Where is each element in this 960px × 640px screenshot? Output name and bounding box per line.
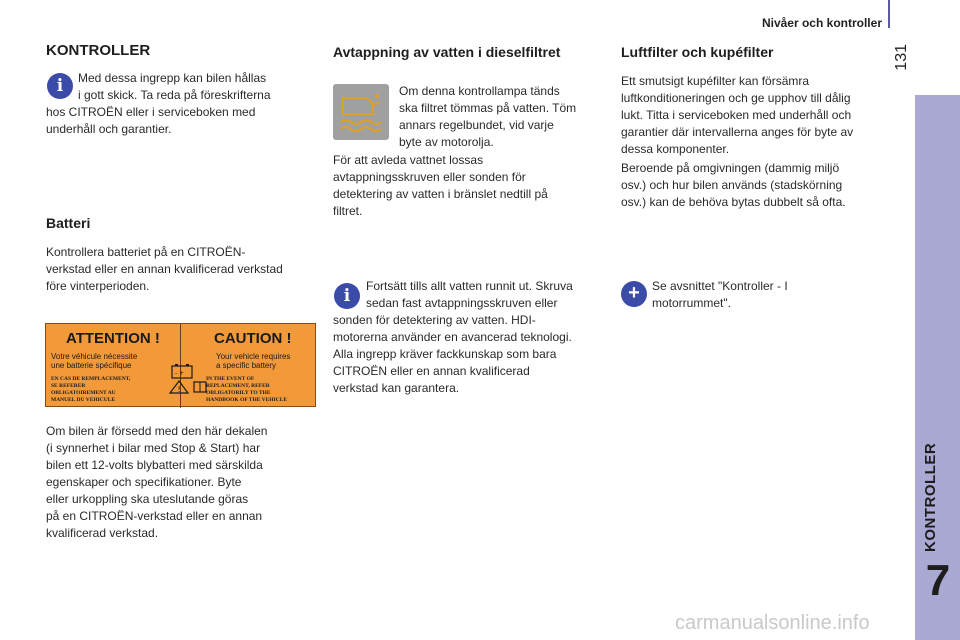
section-title-kontroller: KONTROLLER bbox=[46, 42, 151, 59]
battery-warning-label bbox=[45, 323, 316, 407]
info-icon: i bbox=[47, 73, 73, 99]
label-text-line: egenskaper och specifikationer. Byte bbox=[46, 475, 242, 489]
info-icon: i bbox=[334, 283, 360, 309]
air-filter-text-line: garantier där intervallerna anges för byte av bbox=[621, 125, 854, 139]
battery-text-line: före vinterperioden. bbox=[46, 279, 150, 293]
sticker-en-small: HANDBOOK OF THE VEHICLE bbox=[206, 397, 288, 403]
drain-text-line: avtappningsskruven eller sonden för bbox=[333, 170, 526, 184]
sticker-en-small: IN THE EVENT OF bbox=[206, 376, 255, 382]
chapter-number: 7 bbox=[925, 556, 951, 605]
air-filter-title: Luftfilter och kupéfilter bbox=[621, 44, 774, 60]
air-filter-text-line: Ett smutsigt kupéfilter kan försämra bbox=[621, 74, 810, 88]
svg-text:- +: - + bbox=[175, 370, 185, 377]
intro-line: hos CITROËN eller i serviceboken med bbox=[46, 105, 256, 119]
note-text-line: verkstad kan garantera. bbox=[333, 381, 460, 395]
see-also-line: motorrummet". bbox=[652, 296, 731, 310]
sticker-fr-small: MANUEL DU VEHICULE bbox=[51, 397, 116, 403]
lamp-text-line: byte av motorolja. bbox=[399, 135, 494, 149]
sticker-en-sub: Your vehicle requires bbox=[216, 352, 291, 361]
air-filter-text-line: dessa komponenter. bbox=[621, 142, 730, 156]
battery-text-line: verkstad eller en annan kvalificerad verkstad bbox=[46, 262, 283, 276]
note-text-line: Alla ingrepp kräver fackkunskap som bara bbox=[333, 347, 557, 361]
label-text-line: bilen ett 12-volts blybatteri med särskilda bbox=[46, 458, 263, 472]
warning-triangle-icon bbox=[170, 381, 188, 394]
svg-text:!: ! bbox=[177, 385, 181, 394]
sticker-fr-small: EN CAS DE REMPLACEMENT, bbox=[51, 376, 131, 382]
sticker-fr-small: SE REFERER bbox=[51, 383, 86, 389]
label-text-line: kvalificerad verkstad. bbox=[46, 526, 159, 540]
air-filter-text-line: Beroende på omgivningen (dammig miljö bbox=[621, 161, 840, 175]
lamp-text-line: annars regelbundet, vid varje bbox=[399, 118, 554, 132]
sticker-en-sub: a specific battery bbox=[216, 361, 277, 370]
air-filter-text-line: lukt. Titta i serviceboken med underhåll och bbox=[621, 108, 852, 122]
sticker-fr-sub: Votre véhicule nécessite bbox=[51, 352, 138, 361]
sticker-en-small: OBLIGATORILY TO THE bbox=[206, 390, 271, 396]
air-filter-text-line: osv.) och hur bilen används (stadskörning bbox=[621, 178, 843, 192]
sticker-fr-sub: une batterie spécifique bbox=[51, 361, 132, 370]
sticker-symbols bbox=[164, 364, 224, 394]
water-in-fuel-symbol bbox=[333, 84, 389, 140]
manual-book-icon bbox=[194, 382, 206, 392]
note-text-line: Fortsätt tills allt vatten runnit ut. Skruva bbox=[366, 279, 573, 293]
air-filter-text-line: osv.) kan de behöva bytas dubbelt så ofta. bbox=[621, 195, 846, 209]
drain-text-line: detektering av vatten i bränslet nedtill på bbox=[333, 187, 548, 201]
sticker-fr-small: OBLIGATOIREMENT AU bbox=[51, 390, 116, 396]
note-text-line: sonden för detektering av vatten. HDI- bbox=[333, 313, 536, 327]
sticker-attention: ATTENTION ! bbox=[66, 330, 160, 347]
lamp-text-line: Om denna kontrollampa tänds bbox=[399, 84, 560, 98]
drain-text-line: filtret. bbox=[333, 204, 363, 218]
battery-title: Batteri bbox=[46, 215, 91, 231]
label-text-line: (i synnerhet i bilar med Stop & Start) har bbox=[46, 441, 261, 455]
label-text-line: Om bilen är försedd med den här dekalen bbox=[46, 424, 268, 438]
sticker-caution: CAUTION ! bbox=[214, 330, 292, 347]
lamp-text-line: ska filtret tömmas på vatten. Töm bbox=[399, 101, 577, 115]
battery-icon bbox=[172, 364, 192, 378]
battery-text-line: Kontrollera batteriet på en CITROËN- bbox=[46, 245, 246, 259]
page-number: 131 bbox=[893, 44, 910, 71]
see-also-line: Se avsnittet "Kontroller - I bbox=[652, 279, 788, 293]
sticker-en-small: REPLACEMENT, REFER bbox=[206, 383, 270, 389]
note-text-line: motorerna använder en avancerad teknologi. bbox=[333, 330, 572, 344]
plus-icon: + bbox=[621, 281, 647, 307]
running-header: Nivåer och kontroller bbox=[761, 16, 882, 30]
note-text-line: CITROËN eller en annan kvalificerad bbox=[333, 364, 530, 378]
diesel-filter-title: Avtappning av vatten i dieselfiltret bbox=[333, 44, 561, 60]
water-in-diesel-warning-icon bbox=[333, 84, 389, 140]
note-text-line: sedan fast avtappningsskruven eller bbox=[366, 296, 558, 310]
watermark: carmanualsonline.info bbox=[675, 612, 870, 634]
label-text-line: på en CITROËN-verkstad eller en annan bbox=[46, 509, 263, 523]
air-filter-text-line: luftkonditioneringen och ge upphov till dålig bbox=[621, 91, 851, 105]
label-text-line: eller urkoppling ska uteslutande göras bbox=[46, 492, 249, 506]
intro-line: underhåll och garantier. bbox=[46, 122, 172, 136]
intro-first-line: Med dessa ingrepp kan bilen hållas bbox=[78, 71, 267, 85]
side-tab-label: KONTROLLER bbox=[922, 442, 939, 552]
drain-text-line: För att avleda vattnet lossas bbox=[333, 153, 484, 167]
intro-line: i gott skick. Ta reda på föreskrifterna bbox=[78, 88, 271, 102]
header-rule bbox=[888, 0, 890, 28]
